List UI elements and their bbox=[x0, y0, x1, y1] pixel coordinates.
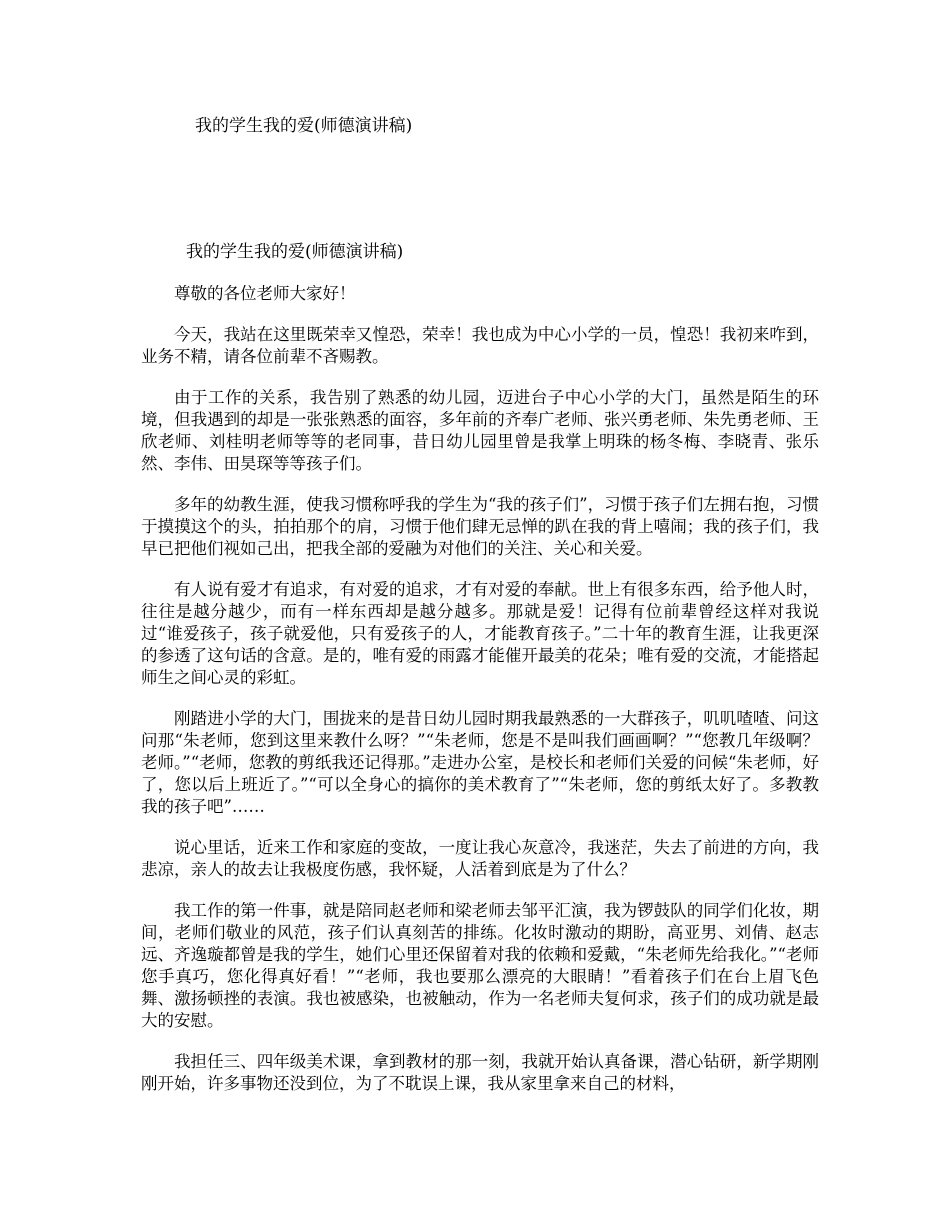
paragraph-1: 今天，我站在这里既荣幸又惶恐，荣幸！我也成为中心小学的一员，惶恐！我初来咋到，业务不精，请各位前辈不吝赐教。 bbox=[141, 325, 819, 366]
paragraph-6: 说心里话，近来工作和家庭的变故，一度让我心灰意冷，我迷茫，失去了前进的方向，我悲凉，亲人的故去让我极度伤感，我怀疑，人活着到底是为了什么？ bbox=[141, 838, 819, 879]
paragraph-3: 多年的幼教生涯，使我习惯称呼我的学生为“我的孩子们”，习惯于孩子们左拥右抱，习惯于摸摸这个的头，拍拍那个的肩，习惯于他们肆无忌惮的趴在我的背上嘻闹；我的孩子们，我早已把他们视如己出，把我全部的爱融为对他们的关注、关心和关爱。 bbox=[141, 495, 819, 558]
document-title: 我的学生我的爱(师德演讲稿) bbox=[195, 116, 413, 136]
paragraph-8: 我担任三、四年级美术课，拿到教材的那一刻，我就开始认真备课，潜心钻研，新学期刚刚开始，许多事物还没到位，为了不耽误上课，我从家里拿来自己的材料， bbox=[141, 1052, 819, 1093]
paragraph-2: 由于工作的关系，我告别了熟悉的幼儿园，迈进台子中心小学的大门，虽然是陌生的环境，但我遇到的却是一张张熟悉的面容，多年前的齐奉广老师、张兴勇老师、朱先勇老师、王欣老师、刘桂明老师等等的老同事，昔日幼儿园里曾是我掌上明珠的杨冬梅、李晓青、张乐然、李伟、田昊琛等等孩子们。 bbox=[141, 388, 819, 473]
speech-title: 我的学生我的爱(师德演讲稿) bbox=[186, 242, 404, 262]
paragraph-4: 有人说有爱才有追求，有对爱的追求，才有对爱的奉献。世上有很多东西，给予他人时，往往是越分越少，而有一样东西却是越分越多。那就是爱！记得有位前辈曾经这样对我说过“谁爱孩子，孩子就爱他，只有爱孩子的人，才能教育孩子。”二十年的教育生涯，让我更深的参透了这句话的含意。是的，唯有爱的雨露才能催开最美的花朵；唯有爱的交流，才能搭起师生之间心灵的彩虹。 bbox=[141, 580, 819, 687]
paragraph-5: 刚踏进小学的大门，围拢来的是昔日幼儿园时期我最熟悉的一大群孩子，叽叽喳喳、问这问那“朱老师，您到这里来教什么呀？”“朱老师，您是不是叫我们画画啊？”“您教几年级啊？老师。”“老师，您教的剪纸我还记得那。”走进办公室，是校长和老师们关爱的问候“朱老师，好了，您以后上班近了。”“可以全身心的搞你的美术教育了”“朱老师，您的剪纸太好了。多教教我的孩子吧”…… bbox=[141, 709, 819, 816]
paragraph-greeting: 尊敬的各位老师大家好！ bbox=[174, 284, 356, 303]
paragraph-7: 我工作的第一件事，就是陪同赵老师和梁老师去邹平汇演，我为锣鼓队的同学们化妆，期间，老师们敬业的风范，孩子们认真刻苦的排练。化妆时激动的期盼，高亚男、刘倩、赵志远、齐逸璇都曾是我的学生，她们心里还保留着对我的依赖和爱戴，“朱老师先给我化。”“老师您手真巧，您化得真好看！”“老师，我也要那么漂亮的大眼睛！”看着孩子们在台上眉飞色舞、激扬顿挫的表演。我也被感染，也被触动，作为一名老师夫复何求，孩子们的成功就是最大的安慰。 bbox=[141, 901, 819, 1030]
speech-body bbox=[141, 283, 819, 1114]
